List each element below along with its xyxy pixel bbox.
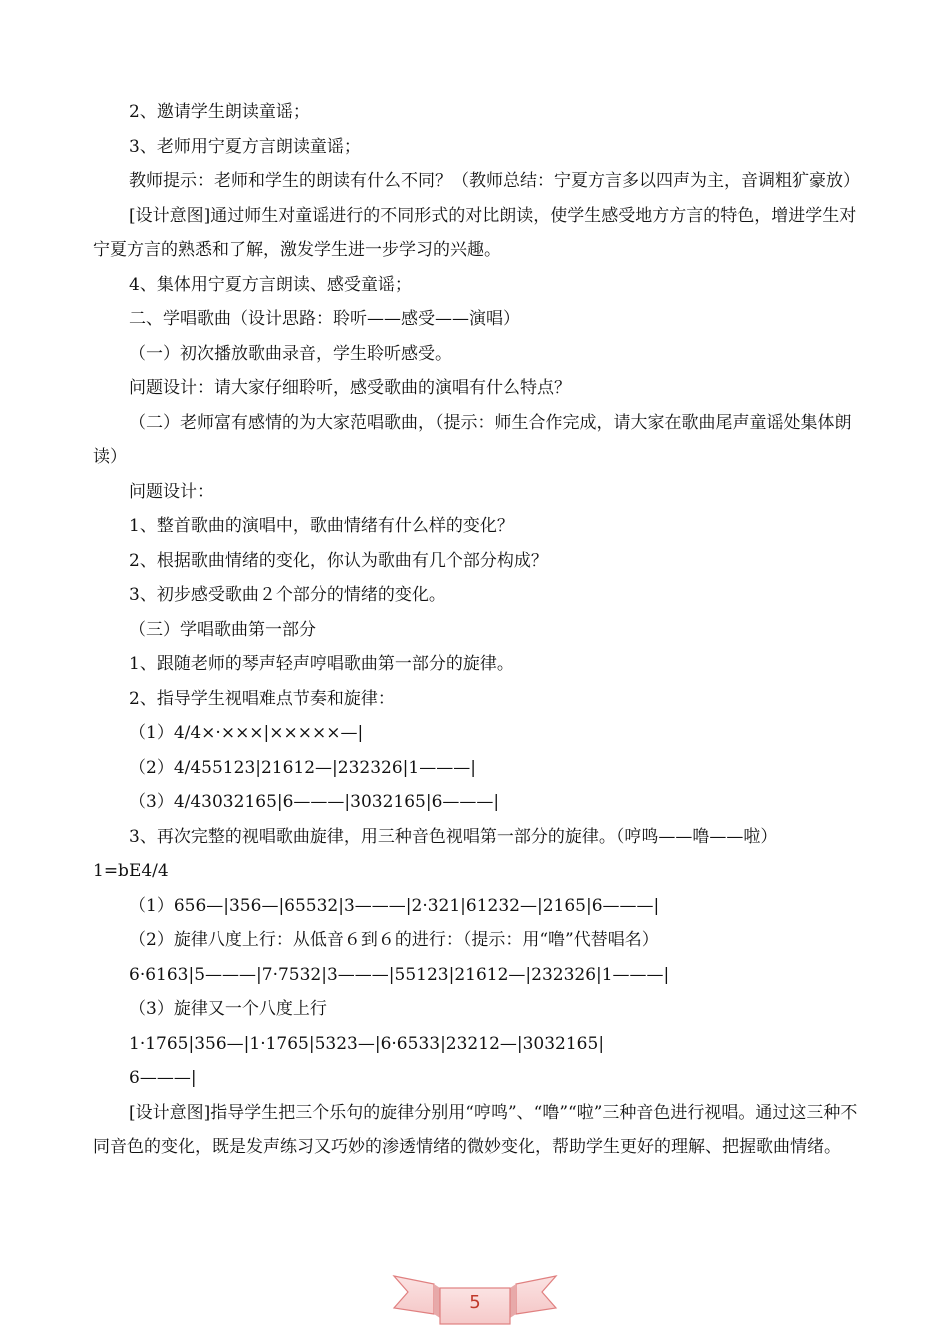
paragraph: 教师提示：老师和学生的朗读有什么不同？（教师总结：宁夏方言多以四声为主，音调粗犷豪放） [129, 171, 860, 191]
notation-line: 6———| [129, 1068, 197, 1088]
paragraph: （3）旋律又一个八度上行 [129, 999, 327, 1019]
paragraph: 1、整首歌曲的演唱中，歌曲情绪有什么样的变化？ [129, 516, 514, 536]
paragraph: 3、再次完整的视唱歌曲旋律，用三种音色视唱第一部分的旋律。（哼鸣——噜——啦） [129, 826, 778, 847]
page-number: 5 [469, 1292, 481, 1313]
section-heading: 二、学唱歌曲（设计思路：聆听——感受——演唱） [129, 309, 520, 329]
paragraph: [设计意图]指导学生把三个乐句的旋律分别用“哼鸣”、“噜”“啦”三种音色进行视唱。通过这三种不同音色的变化，既是发声练习又巧妙的渗透情绪的微妙变化，帮助学生更好的理解、把握歌曲情绪。 [93, 1102, 858, 1157]
paragraph: 2、邀请学生朗读童谣； [129, 102, 310, 122]
paragraph: 4、集体用宁夏方言朗读、感受童谣； [129, 274, 412, 295]
paragraph: （二）老师富有感情的为大家范唱歌曲，（提示：师生合作完成，请大家在歌曲尾声童谣处集体朗读） [93, 412, 852, 467]
notation-line: （3）4/43032165|6———|3032165|6———| [129, 792, 500, 812]
notation-line: 1·1765|356—|1·1765|5323—|6·6533|23212—|3032165| [129, 1033, 605, 1054]
notation-line: （1）656—|356—|65532|3———|2·321|61232—|2165|6———| [129, 895, 660, 916]
paragraph: 问题设计： [129, 481, 214, 502]
key-signature: 1=bE4/4 [93, 861, 169, 881]
paragraph: [设计意图]通过师生对童谣进行的不同形式的对比朗读，使学生感受地方方言的特色，增进学生对宁夏方言的熟悉和了解，激发学生进一步学习的兴趣。 [93, 205, 857, 260]
paragraph: （2）旋律八度上行：从低音６到６的进行：（提示：用“噜”代替唱名） [129, 930, 659, 950]
notation-line: （2）4/455123|21612—|232326|1———| [129, 757, 476, 778]
page-footer-ribbon [392, 1268, 558, 1330]
paragraph: 2、指导学生视唱难点节奏和旋律： [129, 688, 395, 709]
paragraph: 1、跟随老师的琴声轻声哼唱歌曲第一部分的旋律。 [129, 654, 514, 674]
paragraph: （三）学唱歌曲第一部分 [129, 619, 316, 640]
notation-line: （1）4/4×·×××|×××××—| [129, 723, 364, 743]
paragraph: 3、初步感受歌曲２个部分的情绪的变化。 [129, 585, 446, 605]
paragraph: 3、老师用宁夏方言朗读童谣； [129, 136, 361, 157]
paragraph: （一）初次播放歌曲录音，学生聆听感受。 [129, 343, 452, 364]
paragraph: 2、根据歌曲情绪的变化，你认为歌曲有几个部分构成？ [129, 550, 548, 571]
paragraph: 问题设计：请大家仔细聆听，感受歌曲的演唱有什么特点？ [129, 378, 571, 398]
document-body [93, 95, 863, 1165]
notation-line: 6·6163|5———|7·7532|3———|55123|21612—|232326|1———| [129, 964, 670, 985]
